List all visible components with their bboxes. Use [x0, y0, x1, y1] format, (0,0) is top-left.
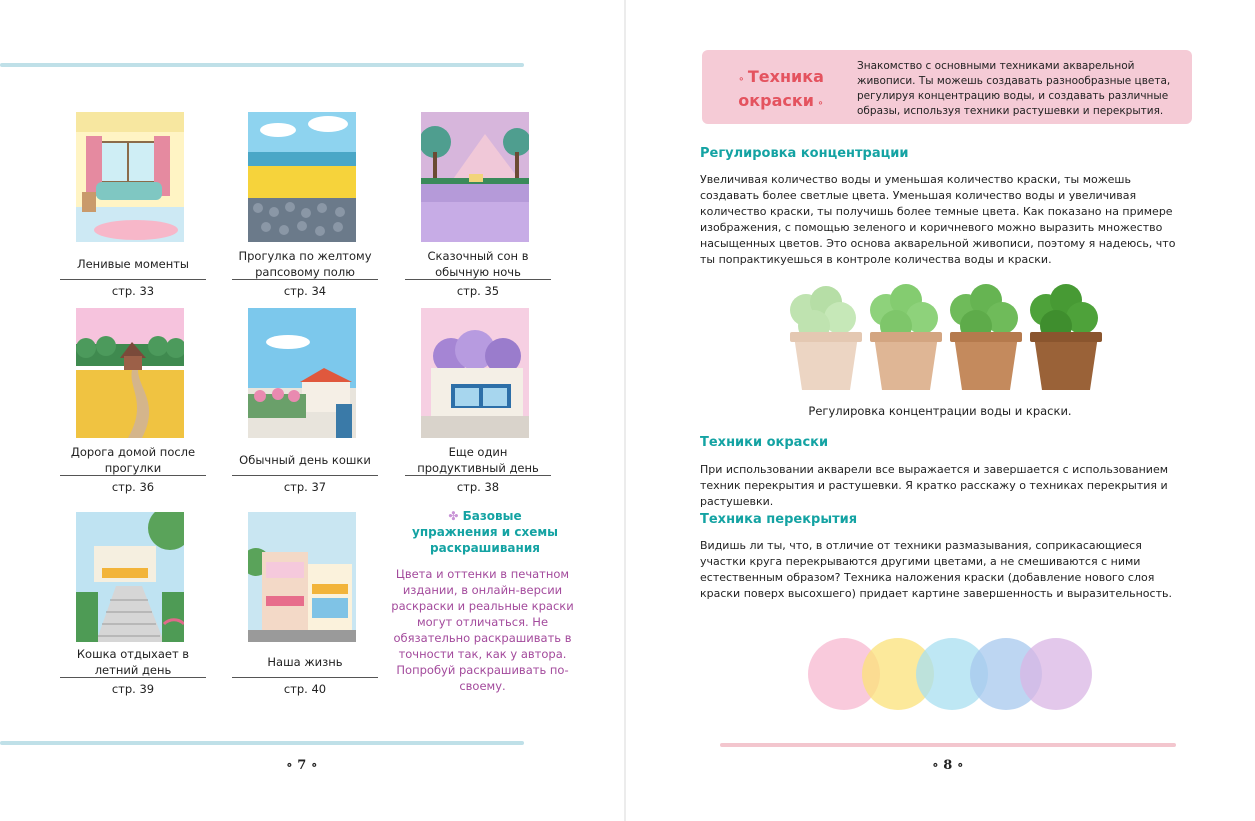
- section-paragraph: При использовании акварели все выражается и завершается с использованием техник перекрытия и растушевки. Я кратко расскажу о техниках перекрытия и растушевки.: [700, 463, 1169, 508]
- section-heading: Техника перекрытия: [700, 512, 858, 527]
- bottom-divider: [0, 741, 524, 745]
- caption-rule: [405, 475, 551, 476]
- gallery-thumbnail: [248, 112, 356, 242]
- gallery-page-ref: стр. 39: [111, 682, 155, 696]
- header-title: ∘ Техника окраски ∘: [738, 67, 824, 110]
- gallery-thumbnail: [421, 112, 529, 242]
- caption-rule: [232, 677, 378, 678]
- page-number: ∘ 8 ∘: [932, 758, 964, 773]
- pot-darkest: [1030, 284, 1102, 390]
- gallery-page-ref: стр. 35: [456, 284, 500, 298]
- caption-rule: [60, 677, 206, 678]
- gallery-thumbnail: [248, 512, 356, 642]
- gallery-title: Ленивые моменты: [76, 257, 190, 271]
- pot-light: [790, 286, 862, 390]
- caption-rule: [405, 279, 551, 280]
- note-heading: [405, 508, 565, 556]
- gallery-card[interactable]: [60, 112, 208, 302]
- page-number: ∘ 7 ∘: [286, 758, 318, 773]
- top-divider: [0, 63, 524, 67]
- flower-icon: ✤: [448, 509, 459, 523]
- gallery-title: Обычный день кошки: [239, 453, 371, 467]
- gallery-title: Сказочный сон в обычную ночь: [427, 249, 529, 279]
- section-paragraph: Увеличивая количество воды и уменьшая количество краски, ты можешь создавать более светлые цвета. Уменьшая количество воды и увеличивая количество краски, ты получишь более темные цвета. Как показано на примере изображения, с помощью зеленого и коричневого можно выразить множество насыщенных цветов. Это основа акварельной живописи, поэтому я надеюсь, что ты попрактикуешься в контроле количества воды и краски.: [700, 173, 1176, 266]
- gallery-thumbnail: [76, 512, 184, 642]
- pot-dark: [950, 284, 1022, 390]
- pot-medium: [870, 284, 942, 390]
- left-page: [0, 0, 624, 821]
- gallery-page-ref: стр. 33: [111, 284, 155, 298]
- gallery-thumbnail: [76, 308, 184, 438]
- header-description: Знакомство с основными техниками акварельной живописи. Ты можешь создавать разнообразные цвета, регулируя концентрацию воды, и создавать различные образы, используя техники растушевки и перекрытия.: [857, 60, 1171, 117]
- gallery-card[interactable]: [60, 512, 208, 702]
- caption-rule: [232, 475, 378, 476]
- gallery-page-ref: стр. 36: [111, 480, 155, 494]
- gallery-title: Еще один продуктивный день: [417, 445, 539, 475]
- pots-illustration: [780, 282, 1110, 394]
- pots-caption: Регулировка концентрации воды и краски.: [808, 404, 1072, 418]
- gallery-title: Наша жизнь: [267, 655, 343, 669]
- gallery-page-ref: стр. 37: [283, 480, 327, 494]
- gallery-thumbnail: [76, 112, 184, 242]
- section-header: [702, 50, 1192, 124]
- page-number-value: 8: [943, 758, 953, 773]
- overlap-circles: [806, 636, 1096, 716]
- gallery-page-ref: стр. 34: [283, 284, 327, 298]
- page-number-value: 7: [297, 758, 307, 773]
- gallery-title: Дорога домой после прогулки: [70, 445, 196, 475]
- caption-rule: [60, 475, 206, 476]
- gallery-card[interactable]: [232, 512, 380, 702]
- note-body: Цвета и оттенки в печатном издании, в онлайн-версии раскраски и реальные краски могут отличаться. Не обязательно раскрашивать в точности так, как у автора. Попробуй раскрашивать по-своему.: [391, 567, 574, 693]
- note-title: Базовые упражнения и схемы раскрашивания: [412, 509, 558, 555]
- gallery-card[interactable]: [405, 112, 553, 302]
- section-heading: Техники окраски: [700, 435, 829, 450]
- caption-rule: [60, 279, 206, 280]
- caption-rule: [232, 279, 378, 280]
- section-heading: Регулировка концентрации: [700, 146, 909, 161]
- header-title-text: Техника окраски: [738, 67, 824, 110]
- gallery-page-ref: стр. 40: [283, 682, 327, 696]
- gallery-page-ref: стр. 38: [456, 480, 500, 494]
- gallery-thumbnail: [421, 308, 529, 438]
- section-paragraph: Видишь ли ты, что, в отличие от техники размазывания, соприкасающиеся участки круга перекрываются другими цветами, а не смешиваются с ними естественным образом? Техника наложения краски (добавление нового слоя краски поверх высохшего) придает картине завершенность и выразительность.: [700, 539, 1172, 600]
- gallery-thumbnail: [248, 308, 356, 438]
- bottom-divider: [720, 743, 1176, 747]
- gallery-title: Кошка отдыхает в летний день: [76, 647, 190, 677]
- gallery-title: Прогулка по желтому рапсовому полю: [238, 249, 372, 279]
- gallery-card[interactable]: [232, 112, 380, 302]
- gallery-card[interactable]: [232, 308, 380, 498]
- gallery-card[interactable]: [60, 308, 208, 498]
- gallery-card[interactable]: [405, 308, 553, 498]
